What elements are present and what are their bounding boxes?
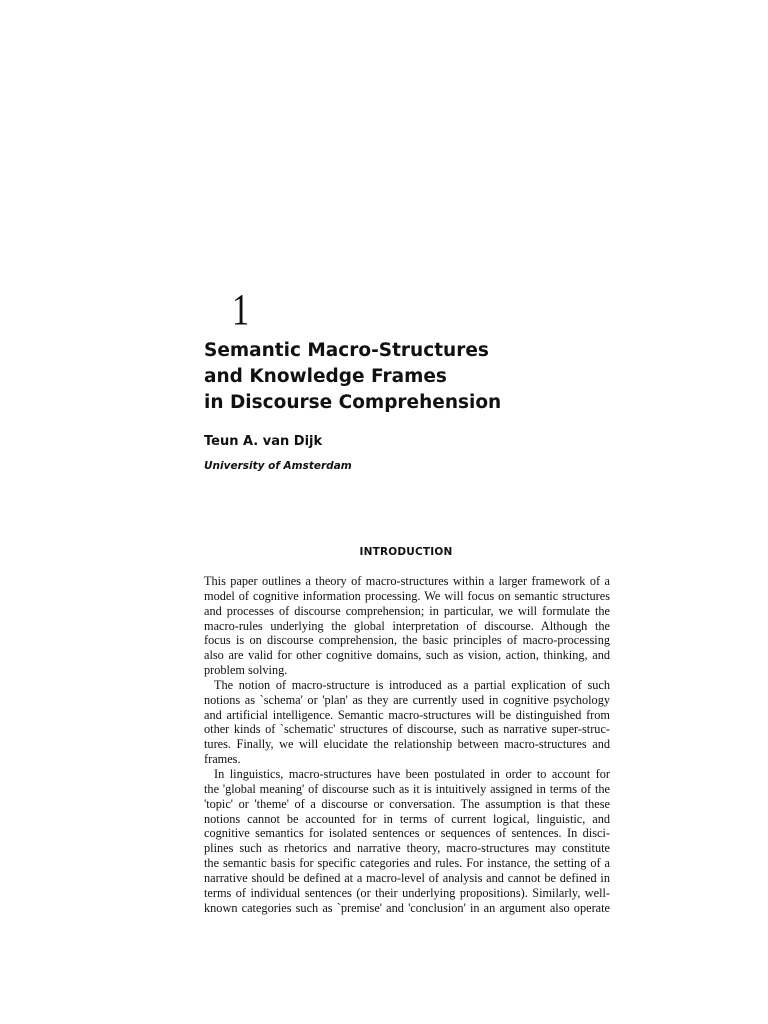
text-line: other kinds of `schematic' structures of discourse, such as narrative super-struc- <box>204 722 610 737</box>
text-line: In linguistics, macro-structures have been postulated in order to account for <box>214 766 610 781</box>
text-line: the semantic basis for specific categories and rules. For instance, the setting of a <box>204 856 610 871</box>
text-line: This paper outlines a theory of macro-structures within a larger framework of a <box>204 574 610 588</box>
chapter-title <box>204 338 501 416</box>
text-line: problem solving. <box>204 663 288 678</box>
chapter-title-line: Semantic Macro-Structures <box>204 340 489 361</box>
text-line: macro-rules underlying the global interpretation of discourse. Although the <box>204 618 610 633</box>
paragraph <box>204 767 610 915</box>
body-text <box>204 574 610 915</box>
text-line: known categories such as `premise' and 'conclusion' in an argument also operate <box>204 900 610 915</box>
text-line: the 'global meaning' of discourse such as it is intuitively assigned in terms of the <box>204 781 610 796</box>
section-heading: INTRODUCTION <box>359 546 453 558</box>
text-line: model of cognitive information processing. We will focus on semantic structures <box>204 588 610 603</box>
text-line: notions cannot be accounted for in terms of current logical, linguistic, and <box>204 811 610 826</box>
text-line: The notion of macro-structure is introduced as a partial explication of such <box>214 677 610 692</box>
text-line: and artificial intelligence. Semantic macro-structures will be distinguished from <box>204 707 610 722</box>
chapter-title-line: and Knowledge Frames <box>204 366 447 387</box>
text-line: frames. <box>204 752 241 767</box>
text-line: cognitive semantics for isolated sentences or sequences of sentences. In disci- <box>204 826 610 841</box>
text-line: plines such as rhetorics and narrative theory, macro-structures may constitute <box>204 841 610 856</box>
paragraph <box>204 678 610 767</box>
text-line: also are valid for other cognitive domains, such as vision, action, thinking, and <box>204 648 610 663</box>
text-line: 'topic' or 'theme' of a discourse or conversation. The assumption is that these <box>204 796 610 811</box>
chapter-title-line: in Discourse Comprehension <box>204 392 502 413</box>
text-line: terms of individual sentences (or their underlying propositions). Similarly, well- <box>204 885 610 900</box>
text-line: tures. Finally, we will elucidate the relationship between macro-structures and <box>204 737 610 752</box>
text-line: focus is on discourse comprehension, the basic principles of macro-processing <box>204 633 610 648</box>
text-line: and processes of discourse comprehension; in particular, we will formulate the <box>204 603 610 618</box>
author-name: Teun A. van Dijk <box>204 434 323 449</box>
text-line: notions as `schema' or 'plan' as they are currently used in cognitive psychology <box>204 692 610 707</box>
chapter-number: 1 <box>232 285 250 334</box>
author-affiliation: University of Amsterdam <box>204 460 352 472</box>
paragraph <box>204 574 610 678</box>
text-line: narrative should be defined at a macro-level of analysis and cannot be defined in <box>204 870 610 885</box>
